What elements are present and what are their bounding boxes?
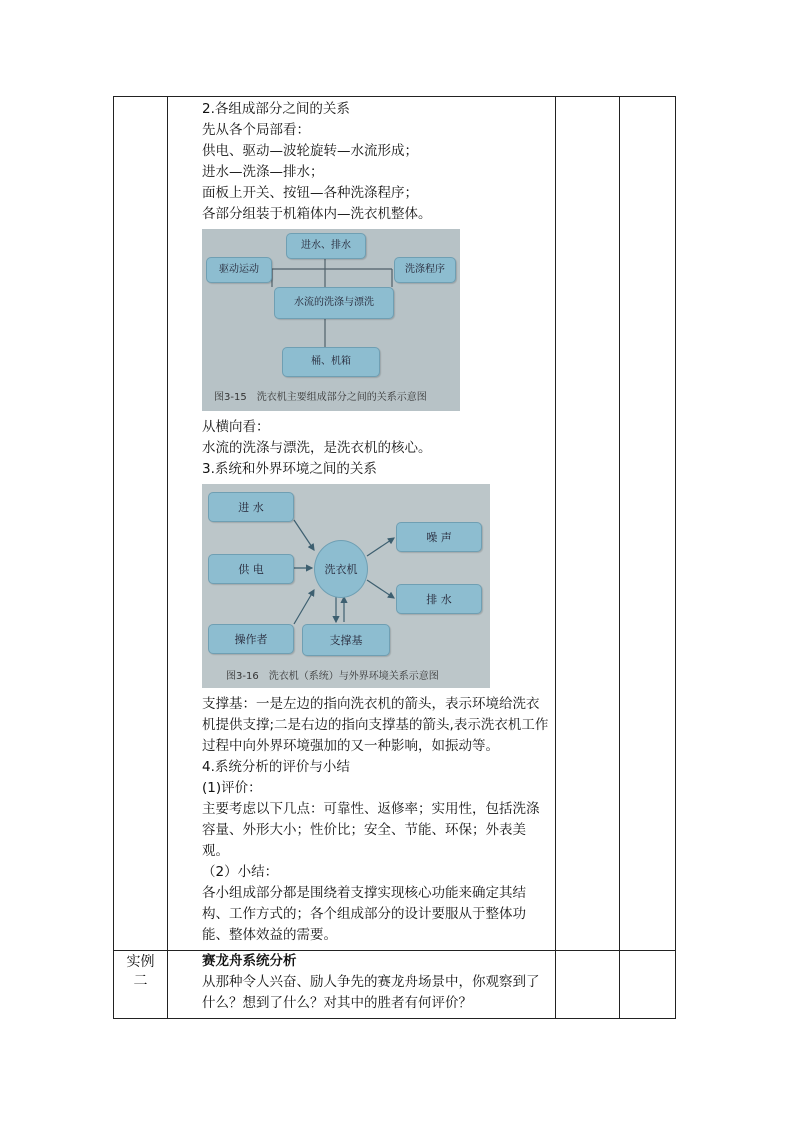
empty-cell bbox=[620, 97, 676, 951]
text-line: 供电、驱动—波轮旋转—水流形成； bbox=[202, 143, 418, 159]
box-support: 支撑基 bbox=[302, 624, 390, 656]
table-row bbox=[114, 97, 676, 951]
summary-text: 各小组成部分都是围绕着支撑实现核心功能来确定其结构、工作方式的；各个组成部分的设计要服从于整体功能、整体效益的需要。 bbox=[202, 885, 526, 943]
table-row bbox=[114, 951, 676, 1019]
circle-washer: 洗衣机 bbox=[314, 540, 368, 598]
box-water-in: 进 水 bbox=[208, 492, 294, 522]
empty-cell bbox=[556, 951, 620, 1019]
text-line: 先从各个局部看： bbox=[202, 122, 310, 138]
box-program: 洗涤程序 bbox=[394, 257, 456, 283]
example-label-line2: 二 bbox=[133, 973, 148, 989]
content-cell bbox=[168, 97, 556, 951]
text-line: 水流的洗涤与漂洗，是洗衣机的核心。 bbox=[202, 440, 432, 456]
example-label-cell bbox=[114, 951, 168, 1019]
text-line: 进水—洗涤—排水； bbox=[202, 164, 324, 180]
example-label-line1: 实例 bbox=[126, 954, 155, 970]
eval-text: 主要考虑以下几点：可靠性、返修率；实用性，包括洗涤容量、外形大小；性价比；安全、节能、环保；外表美观。 bbox=[202, 801, 540, 859]
empty-cell bbox=[556, 97, 620, 951]
example-text: 从那种令人兴奋、励人争先的赛龙舟场景中，你观察到了什么？想到了什么？对其中的胜者有何评价？ bbox=[202, 974, 540, 1011]
box-water-inout: 进水、排水 bbox=[286, 233, 366, 259]
box-drain: 排 水 bbox=[396, 584, 482, 614]
figure1-caption: 图3-15 洗衣机主要组成部分之间的关系示意图 bbox=[214, 392, 427, 403]
label-cell-empty bbox=[114, 97, 168, 951]
example-content-cell bbox=[168, 951, 556, 1019]
empty-cell bbox=[620, 951, 676, 1019]
box-operator: 操作者 bbox=[208, 624, 294, 654]
figure2-caption: 图3-16 洗衣机（系统）与外界环境关系示意图 bbox=[226, 671, 439, 682]
eval-title: (1)评价： bbox=[202, 780, 262, 796]
box-water-flow: 水流的洗涤与漂洗 bbox=[274, 287, 394, 319]
section4-heading: 4.系统分析的评价与小结 bbox=[202, 759, 350, 775]
box-power: 供 电 bbox=[208, 554, 294, 584]
example-title: 赛龙舟系统分析 bbox=[202, 953, 297, 969]
box-noise: 噪 声 bbox=[396, 522, 482, 552]
box-drive: 驱动运动 bbox=[206, 257, 272, 283]
figure-3-15 bbox=[202, 229, 460, 411]
box-tub-case: 桶、机箱 bbox=[282, 347, 380, 377]
section2-heading: 2.各组成部分之间的关系 bbox=[202, 101, 350, 117]
support-paragraph: 支撑基：一是左边的指向洗衣机的箭头，表示环境给洗衣机提供支撑;二是右边的指向支撑基的箭头,表示洗衣机工作过程中向外界环境强加的又一种影响，如振动等。 bbox=[202, 696, 549, 754]
text-line: 从横向看： bbox=[202, 419, 270, 435]
summary-title: （2）小结： bbox=[202, 864, 279, 880]
text-line: 面板上开关、按钮—各种洗涤程序； bbox=[202, 185, 418, 201]
text-line: 各部分组装于机箱体内—洗衣机整体。 bbox=[202, 206, 432, 222]
figure-3-16 bbox=[202, 484, 490, 688]
lesson-table bbox=[113, 96, 676, 1019]
section3-heading: 3.系统和外界环境之间的关系 bbox=[202, 461, 377, 477]
